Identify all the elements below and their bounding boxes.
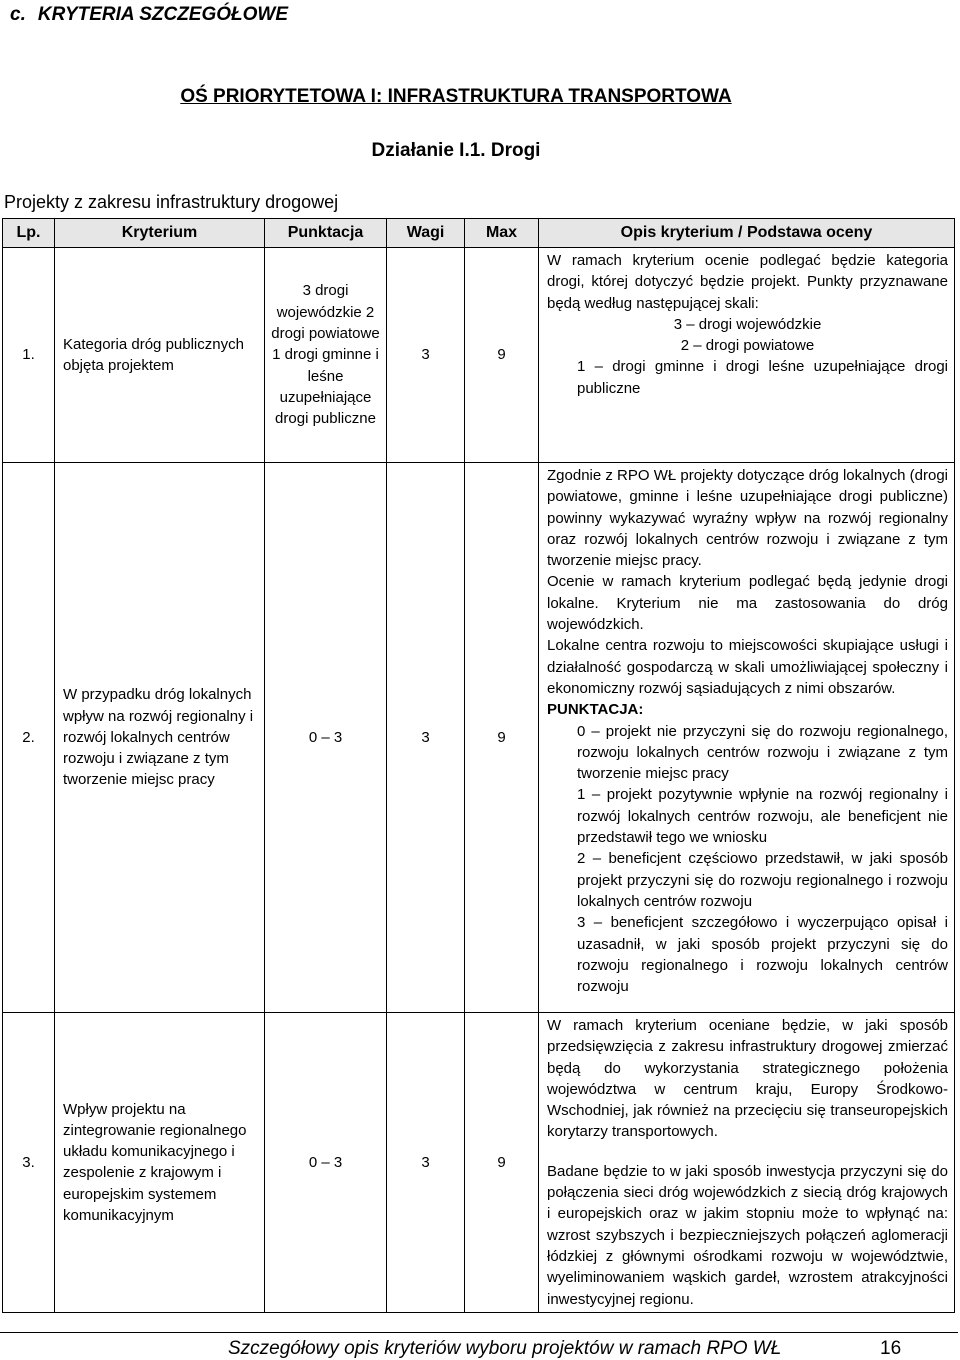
description-paragraph: W ramach kryterium oceniane będzie, w jaki sposób przedsięwzięcia z zakresu infrastruktury drogowej zmierzać będą do wykorzystania strategicznego położenia województwa w centrum kraju, Europy Środkowo-Wschodniej, jak również na przecięciu się transeuropejskich korytarzy transportowych. bbox=[547, 1017, 948, 1141]
scale-item: 3 – drogi wojewódzkie bbox=[673, 315, 822, 333]
scale-item: 1 – drogi gminne i drogi leśne uzupełniające drogi publiczne bbox=[577, 358, 948, 397]
criterion-description bbox=[539, 463, 955, 1013]
header-points: Punktacja bbox=[265, 219, 387, 248]
header-max: Max bbox=[465, 219, 539, 248]
header-lp: Lp. bbox=[3, 219, 55, 248]
scale-item: 2 – drogi powiatowe bbox=[680, 337, 815, 355]
weight-value: 3 bbox=[387, 463, 465, 1013]
scale-item: 0 – projekt nie przyczyni się do rozwoju regionalnego, rozwoju lokalnych centrów rozwoju i związane z tym tworzenie miejsc pracy bbox=[577, 722, 948, 783]
header-criterion: Kryterium bbox=[55, 219, 265, 248]
weight-value: 3 bbox=[387, 248, 465, 463]
project-group-title: Projekty z zakresu infrastruktury drogowej bbox=[4, 192, 339, 212]
criterion-name: Kategoria dróg publicznych objęta projektem bbox=[55, 248, 265, 463]
footer-divider bbox=[0, 1332, 958, 1333]
description-paragraph: Ocenie w ramach kryterium podlegać będą jedynie drogi lokalne. Kryterium nie ma zastosowania do dróg wojewódzkich. bbox=[547, 573, 948, 634]
row-number: 2. bbox=[3, 463, 55, 1013]
points-scale: 3 drogi wojewódzkie 2 drogi powiatowe 1 drogi gminne i leśne uzupełniające drogi publiczne bbox=[265, 248, 387, 463]
description-paragraph: Badane będzie to w jaki sposób inwestycja przyczyni się do połączenia sieci dróg wojewódzkich z siecią dróg krajowych i europejskich oraz w jakim stopniu może to wpłynąć na: wzrost szybszych i bezpieczniejszych połączeń aglomeracji łódzkiej z głównymi ośrodkami rozwoju w województwie, wyeliminowaniem wąskich gardeł, wzrostem atrakcyjności inwestycyjnej regionu. bbox=[547, 1162, 948, 1308]
max-value: 9 bbox=[465, 248, 539, 463]
header-weight: Wagi bbox=[387, 219, 465, 248]
points-range: 0 – 3 bbox=[265, 463, 387, 1013]
description-paragraph: W ramach kryterium ocenie podlegać będzie kategoria drogi, której dotyczyć będzie projekt. Punkty przyznawane będą według następującej skali: bbox=[547, 252, 948, 312]
scale-item: 3 – beneficjent szczegółowo i wyczerpująco opisał i uzasadnił, w jaki sposób projekt przyczyni się do rozwoju regionalnego i rozwoju lokalnych centrów rozwoju bbox=[577, 914, 948, 996]
table-row bbox=[3, 248, 955, 463]
criteria-table bbox=[2, 218, 955, 1313]
page-number: 16 bbox=[880, 1338, 902, 1359]
max-value: 9 bbox=[465, 1013, 539, 1313]
row-number: 3. bbox=[3, 1013, 55, 1313]
description-paragraph: Lokalne centra rozwoju to miejscowości skupiające usługi i działalność gospodarczą w skali umożliwiającej społeczny i ekonomiczny rozwój sąsiadujących z nimi obszarów. bbox=[547, 637, 948, 697]
table-header-row bbox=[3, 219, 955, 248]
criterion-name: Wpływ projektu na zintegrowanie regionalnego układu komunikacyjnego i zespolenie z krajowym i europejskim systemem komunikacyjnym bbox=[55, 1013, 265, 1313]
criterion-description bbox=[539, 1013, 955, 1313]
scale-item: 1 – projekt pozytywnie wpłynie na rozwój regionalny i rozwój lokalnych centrów rozwoju, ale beneficjent nie przedstawił tego we wniosku bbox=[577, 786, 948, 847]
header-description: Opis kryterium / Podstawa oceny bbox=[539, 219, 955, 248]
priority-axis-title: OŚ PRIORYTETOWA I: INFRASTRUKTURA TRANSPORTOWA bbox=[180, 86, 732, 107]
weight-value: 3 bbox=[387, 1013, 465, 1313]
description-paragraph: Zgodnie z RPO WŁ projekty dotyczące dróg lokalnych (drogi powiatowe, gminne i leśne uzupełniające drogi publiczne) powinny wykazywać wyraźny wpływ na rozwój regionalny oraz rozwój lokalnych centrów rozwoju i związane z tym tworzenie miejsc pracy. bbox=[547, 467, 949, 570]
section-letter: c. bbox=[10, 4, 26, 25]
criterion-description bbox=[539, 248, 955, 463]
action-title: Działanie I.1. Drogi bbox=[371, 140, 541, 161]
footer-text: Szczegółowy opis kryteriów wyboru projektów w ramach RPO WŁ bbox=[228, 1338, 782, 1359]
scoring-label: PUNKTACJA: bbox=[547, 701, 644, 719]
row-number: 1. bbox=[3, 248, 55, 463]
criterion-name: W przypadku dróg lokalnych wpływ na rozwój regionalny i rozwój lokalnych centrów rozwoju i związane z tym tworzenie miejsc pracy bbox=[55, 463, 265, 1013]
table-row bbox=[3, 463, 955, 1013]
max-value: 9 bbox=[465, 463, 539, 1013]
table-row bbox=[3, 1013, 955, 1313]
section-heading bbox=[10, 4, 288, 26]
section-title: KRYTERIA SZCZEGÓŁOWE bbox=[37, 4, 289, 25]
scale-item: 2 – beneficjent częściowo przedstawił, w jaki sposób projekt przyczyni się do rozwoju regionalnego i rozwoju lokalnych centrów rozwoju bbox=[577, 850, 948, 910]
paragraph-spacer bbox=[547, 1143, 948, 1161]
points-range: 0 – 3 bbox=[265, 1013, 387, 1313]
